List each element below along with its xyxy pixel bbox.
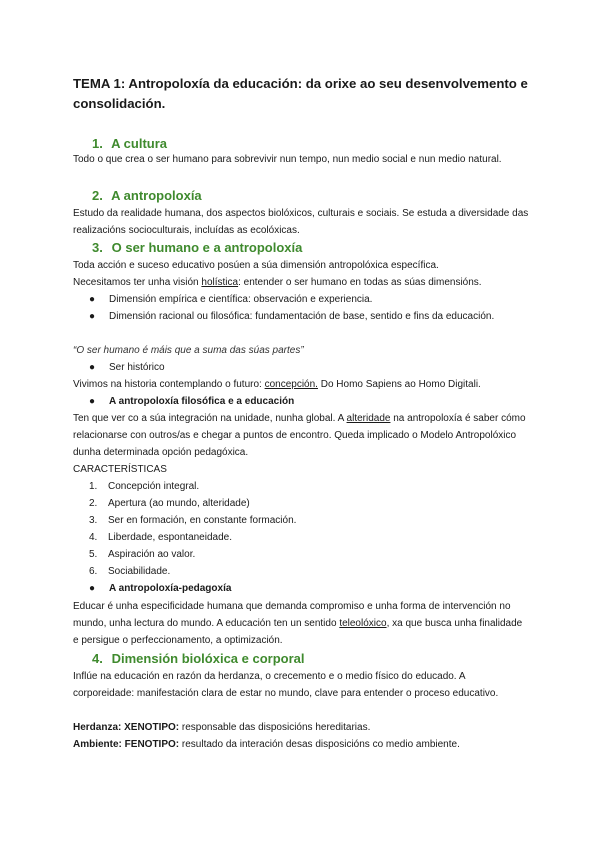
text-run: : entender o ser humano en todas as súas dimensións. — [238, 277, 482, 288]
paragraph — [73, 737, 460, 753]
text-run: Educar é unha especificidade humana que demanda compromiso e unha forma de intervención no mundo, unha lectura do mundo. A educación ten un sentido — [73, 601, 511, 629]
underlined-term: holística — [201, 277, 239, 288]
section-number: 2. — [92, 188, 103, 203]
bullet-icon: ● — [89, 396, 96, 407]
paragraph: Toda acción e suceso educativo posúen a súa dimensión antropolóxica específica. — [73, 260, 439, 271]
list-item — [89, 530, 232, 546]
list-text: Aspiración ao valor. — [108, 549, 196, 560]
bullet-text: Dimensión empírica e científica: observación e experiencia. — [109, 294, 373, 305]
quote: “O ser humano é máis que a suma das súas partes” — [73, 345, 304, 356]
bullet-icon: ● — [89, 311, 96, 322]
bullet-icon: ● — [89, 583, 96, 594]
paragraph: Todo o que crea o ser humano para sobrevivir nun tempo, nun medio social e nun medio natural. — [73, 154, 502, 165]
bullet-item — [89, 394, 295, 410]
bullet-item — [89, 292, 529, 308]
paragraph — [73, 377, 481, 393]
document-title: TEMA 1: Antropoloxía da educación: da orixe ao seu desenvolvemento e consolidación. — [73, 76, 528, 111]
underlined-term: alteridade — [346, 413, 391, 424]
underlined-term: concepción. — [264, 379, 318, 390]
section-number: 1. — [92, 136, 103, 151]
list-item — [89, 564, 171, 580]
bullet-text: A antropoloxía-pedagoxía — [109, 583, 232, 594]
list-text: Concepción integral. — [108, 481, 200, 492]
section-number: 3. — [92, 240, 103, 255]
bullet-text: A antropoloxía filosófica e a educación — [109, 396, 295, 407]
text-run: Necesitamos ter unha visión — [73, 277, 202, 288]
paragraph — [73, 598, 528, 649]
characteristics-title: CARACTERÍSTICAS — [73, 464, 167, 475]
bullet-item — [89, 309, 509, 325]
bullet-text: Ser histórico — [109, 362, 165, 373]
text-run: , xa que busca unha finalidade e persigue o perfeccionamento, a optimización. — [73, 618, 523, 646]
bullet-text: Dimensión racional ou filosófica: fundamentación de base, sentido e fins da educación. — [109, 311, 495, 322]
bullet-item — [89, 581, 232, 597]
list-item — [89, 547, 196, 563]
paragraph: Estudo da realidade humana, dos aspectos biolóxicos, culturais e sociais. Se estuda a diversidade das realizacións socioculturais, incluídas as ecolóxicas. — [73, 208, 529, 236]
section-title: O ser humano e a antropoloxía — [111, 240, 303, 255]
bullet-icon: ● — [89, 294, 96, 305]
list-number: 5. — [89, 549, 98, 560]
bold-label: Ambiente: FENOTIPO: — [73, 739, 180, 750]
section-heading-cultura — [92, 136, 167, 152]
paragraph: Inflúe na educación en razón da herdanza, o crecemento e o medio físico do educado. A corporeidade: manifestación clara de estar no mundo, clave para entender o proceso educativo. — [73, 671, 499, 699]
text-run: responsable das disposicións hereditarias. — [179, 722, 371, 733]
list-item — [89, 513, 297, 529]
underlined-term: teleolóxico — [339, 618, 387, 629]
list-number: 2. — [89, 498, 98, 509]
paragraph — [73, 720, 370, 736]
text-run: resultado da interación desas disposicións co medio ambiente. — [179, 739, 460, 750]
list-text: Apertura (ao mundo, alteridade) — [108, 498, 250, 509]
list-number: 6. — [89, 566, 98, 577]
list-item — [89, 496, 250, 512]
list-item — [89, 479, 200, 495]
bullet-icon: ● — [89, 362, 96, 373]
section-title: A antropoloxía — [111, 188, 202, 203]
list-number: 1. — [89, 481, 98, 492]
text-run: Do Homo Sapiens ao Homo Digitali. — [317, 379, 481, 390]
paragraph — [73, 275, 482, 291]
section-heading-ser-humano — [92, 240, 302, 256]
list-number: 4. — [89, 532, 98, 543]
section-heading-dimension-bioloxica — [92, 651, 305, 667]
bold-label: Herdanza: XENOTIPO: — [73, 722, 180, 733]
list-text: Ser en formación, en constante formación. — [108, 515, 297, 526]
bullet-item — [89, 360, 165, 376]
section-title: Dimensión biolóxica e corporal — [111, 651, 305, 666]
section-title: A cultura — [111, 136, 167, 151]
text-run: Ten que ver co a súa integración na unidade, nunha global. A — [73, 413, 347, 424]
section-number: 4. — [92, 651, 103, 666]
section-heading-antropoloxia — [92, 188, 202, 204]
paragraph — [73, 410, 531, 461]
list-number: 3. — [89, 515, 98, 526]
list-text: Liberdade, espontaneidade. — [108, 532, 232, 543]
text-run: na antropoloxía é saber cómo relacionarse con outros/as e chegar a puntos de encontro. Queda implicado o Modelo Antropolóxico dunha determinada opción pedagóxica. — [73, 413, 526, 458]
text-run: Vivimos na historia contemplando o futuro: — [73, 379, 265, 390]
list-text: Sociabilidade. — [108, 566, 171, 577]
